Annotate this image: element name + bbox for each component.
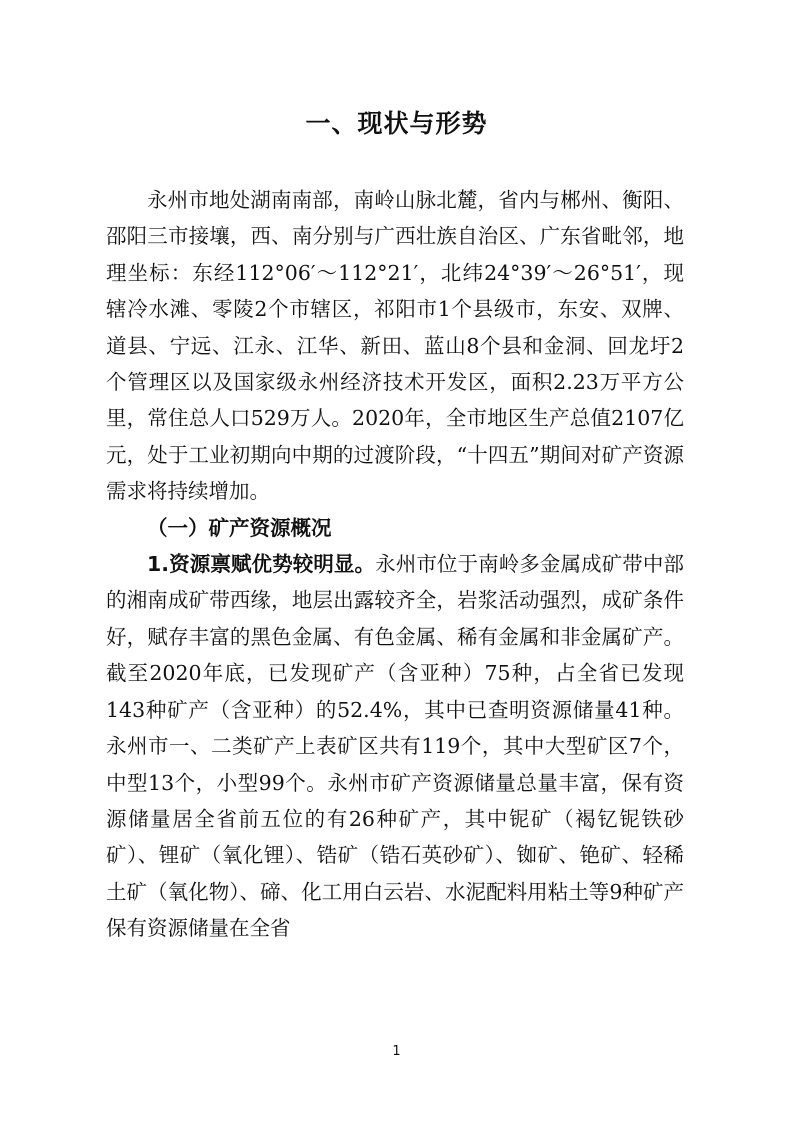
subsection-heading: 1.资源禀赋优势较明显。 [147, 552, 376, 577]
subsection-paragraph [106, 546, 684, 946]
section-heading: （一）矿产资源概况 [147, 515, 332, 540]
document-body [106, 182, 684, 947]
subsection-text: 永州市位于南岭多金属成矿带中部的湘南成矿带西缘，地层出露较齐全，岩浆活动强烈，成矿条件好，赋存丰富的黑色金属、有色金属、稀有金属和非金属矿产。截至2020年底，已发现矿产（含亚种）75种，占全省已发现143种矿产（含亚种）的52.4%，其中已查明资源储量41种。永州市一、二类矿产上表矿区共有119个，其中大型矿区7个，中型13个，小型99个。永州市矿产资源储量总量丰富，保有资源储量居全省前五位的有26种矿产，其中铌矿（褐钇铌铁砂矿）、锂矿（氧化锂）、锆矿（锆石英砂矿）、铷矿、铯矿、轻稀土矿（氧化物）、碲、化工用白云岩、水泥配料用粘土等9种矿产保有资源储量在全省 [106, 552, 684, 941]
intro-paragraph: 永州市地处湖南南部，南岭山脉北麓，省内与郴州、衡阳、邵阳三市接壤，西、南分别与广西壮族自治区、广东省毗邻，地理坐标：东经112°06′～112°21′，北纬24°39′～26°51′，现辖冷水滩、零陵2个市辖区，祁阳市1个县级市，东安、双牌、道县、宁远、江永、江华、新田、蓝山8个县和金洞、回龙圩2个管理区以及国家级永州经济技术开发区，面积2.23万平方公里，常住总人口529万人。2020年，全市地区生产总值2107亿元，处于工业初期向中期的过渡阶段，“十四五”期间对矿产资源需求将持续增加。 [106, 188, 684, 504]
page-title: 一、现状与形势 [305, 109, 488, 138]
page-number: 1 [392, 1044, 401, 1059]
